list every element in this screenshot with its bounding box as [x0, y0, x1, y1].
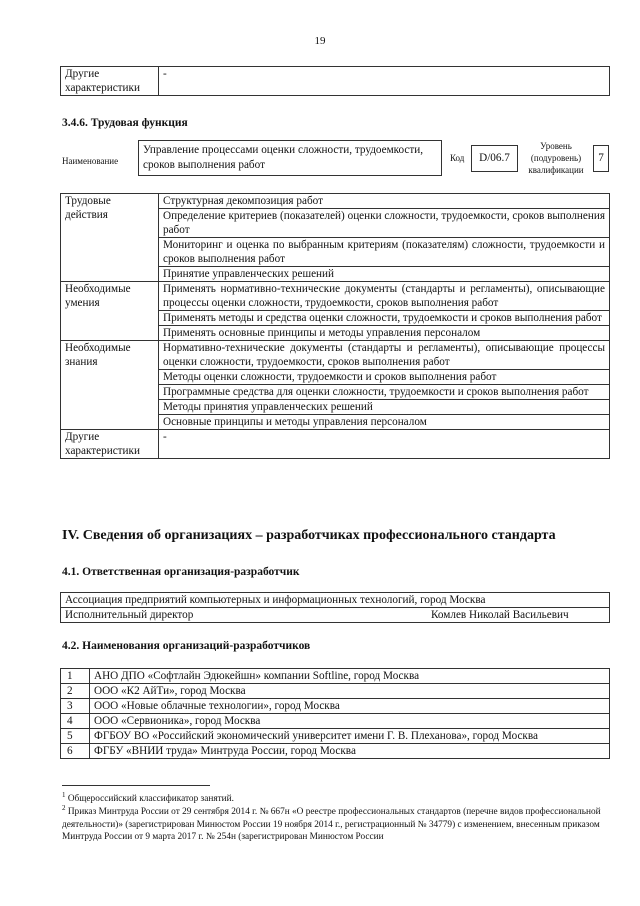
responsible-org-table: [60, 592, 610, 623]
developer-row: [61, 669, 610, 684]
other-characteristics-table-top: [60, 66, 610, 96]
developer-name: ООО «К2 АйТи», город Москва: [90, 684, 610, 699]
code-label: Код: [450, 153, 465, 163]
section-heading-42: 4.2. Наименования организаций-разработчиков: [62, 640, 311, 652]
row-item: Мониторинг и оценка по выбранным критериям (показателям) сложности, трудоемкости и сроков выполнения работ: [159, 238, 610, 267]
developer-number: 6: [61, 744, 90, 759]
row-item: Применять методы и средства оценки сложности, трудоемкости и сроков выполнения работ: [159, 311, 610, 326]
developer-row: [61, 714, 610, 729]
director-title: Исполнительный директор: [65, 609, 194, 621]
row-group-label: Другие характеристики: [61, 430, 159, 459]
row-item: Методы оценки сложности, трудоемкости и сроков выполнения работ: [159, 370, 610, 385]
developer-name: ООО «Новые облачные технологии», город Москва: [90, 699, 610, 714]
name-value: Управление процессами оценки сложности, трудоемкости, сроков выполнения работ: [138, 140, 442, 176]
row-group-label: Необходимые знания: [61, 341, 159, 430]
row-item: Определение критериев (показателей) оценки сложности, трудоемкости, сроков выполнения работ: [159, 209, 610, 238]
developer-name: АНО ДПО «Софтлайн Эдюкейшн» компании Softline, город Москва: [90, 669, 610, 684]
responsible-org-name: Ассоциация предприятий компьютерных и информационных технологий, город Москва: [61, 593, 610, 608]
developer-name: ФГБОУ ВО «Российский экономический университет имени Г. В. Плеханова», город Москва: [90, 729, 610, 744]
developer-row: [61, 729, 610, 744]
footnote-2-mark: 2: [62, 804, 66, 812]
section-heading-41: 4.1. Ответственная организация-разработчик: [62, 566, 300, 578]
row-item: Структурная декомпозиция работ: [159, 194, 610, 209]
developers-table: [60, 668, 610, 759]
developer-name: ФГБУ «ВНИИ труда» Минтруда России, город Москва: [90, 744, 610, 759]
level-label: Уровень (подуровень) квалификации: [528, 141, 584, 175]
level-value: 7: [593, 145, 609, 172]
row-item: -: [159, 430, 610, 459]
row-item: Основные принципы и методы управления персоналом: [159, 415, 610, 430]
section-heading-4: IV. Сведения об организациях – разработчиках профессионального стандарта: [62, 528, 556, 543]
developer-number: 4: [61, 714, 90, 729]
row-group-label: Трудовые действия: [61, 194, 159, 282]
page-number: 19: [314, 35, 326, 47]
code-value: D/06.7: [471, 145, 518, 172]
other-value: -: [159, 67, 610, 96]
table-row: [61, 341, 610, 370]
developer-number: 5: [61, 729, 90, 744]
developer-row: [61, 699, 610, 714]
developer-number: 2: [61, 684, 90, 699]
row-item: Нормативно-технические документы (стандарты и регламенты), описывающие процессы оценки сложности, трудоемкости, сроков выполнения работ: [159, 341, 610, 370]
developer-name: ООО «Сервионика», город Москва: [90, 714, 610, 729]
developer-row: [61, 744, 610, 759]
row-item: Применять нормативно-технические документы (стандарты и регламенты), описывающие процессы оценки сложности, трудоемкости, сроков выполнения работ: [159, 282, 610, 311]
row-item: Применять основные принципы и методы управления персоналом: [159, 326, 610, 341]
row-item: Программные средства для оценки сложности, трудоемкости и сроков выполнения работ: [159, 385, 610, 400]
footnote-2: [62, 802, 614, 844]
table-row: [61, 282, 610, 311]
other-label: Другие характеристики: [61, 67, 159, 96]
footnote-1-text: Общероссийский классификатор занятий.: [67, 794, 234, 805]
developer-row: [61, 684, 610, 699]
row-item: Принятие управленческих решений: [159, 267, 610, 282]
footnote-1-mark: 1: [62, 791, 66, 799]
table-row: [61, 430, 610, 459]
table-row: [61, 194, 610, 209]
row-group-label: Необходимые умения: [61, 282, 159, 341]
director-row: [61, 608, 610, 623]
footnote-2-text: Приказ Минтруда России от 29 сентября 2014 г. № 667н «О реестре профессиональных стандартов (перечне видов профессиональной деятельности)» (зарегистрирован Минюстом России 19 ноября 2014 г., регистрационный № 34779) с изменением, внесенным приказом Минтруда России от 9 марта 2017 г. № 254н (зарегистрирован Минюстом России: [62, 807, 601, 843]
developer-number: 1: [61, 669, 90, 684]
labor-function-table: [60, 193, 610, 459]
name-label: Наименование: [62, 156, 119, 166]
developer-number: 3: [61, 699, 90, 714]
row-item: Методы принятия управленческих решений: [159, 400, 610, 415]
footnote-divider: [62, 785, 210, 786]
director-name: Комлев Николай Васильевич: [431, 609, 569, 621]
section-heading-346: 3.4.6. Трудовая функция: [62, 117, 188, 129]
